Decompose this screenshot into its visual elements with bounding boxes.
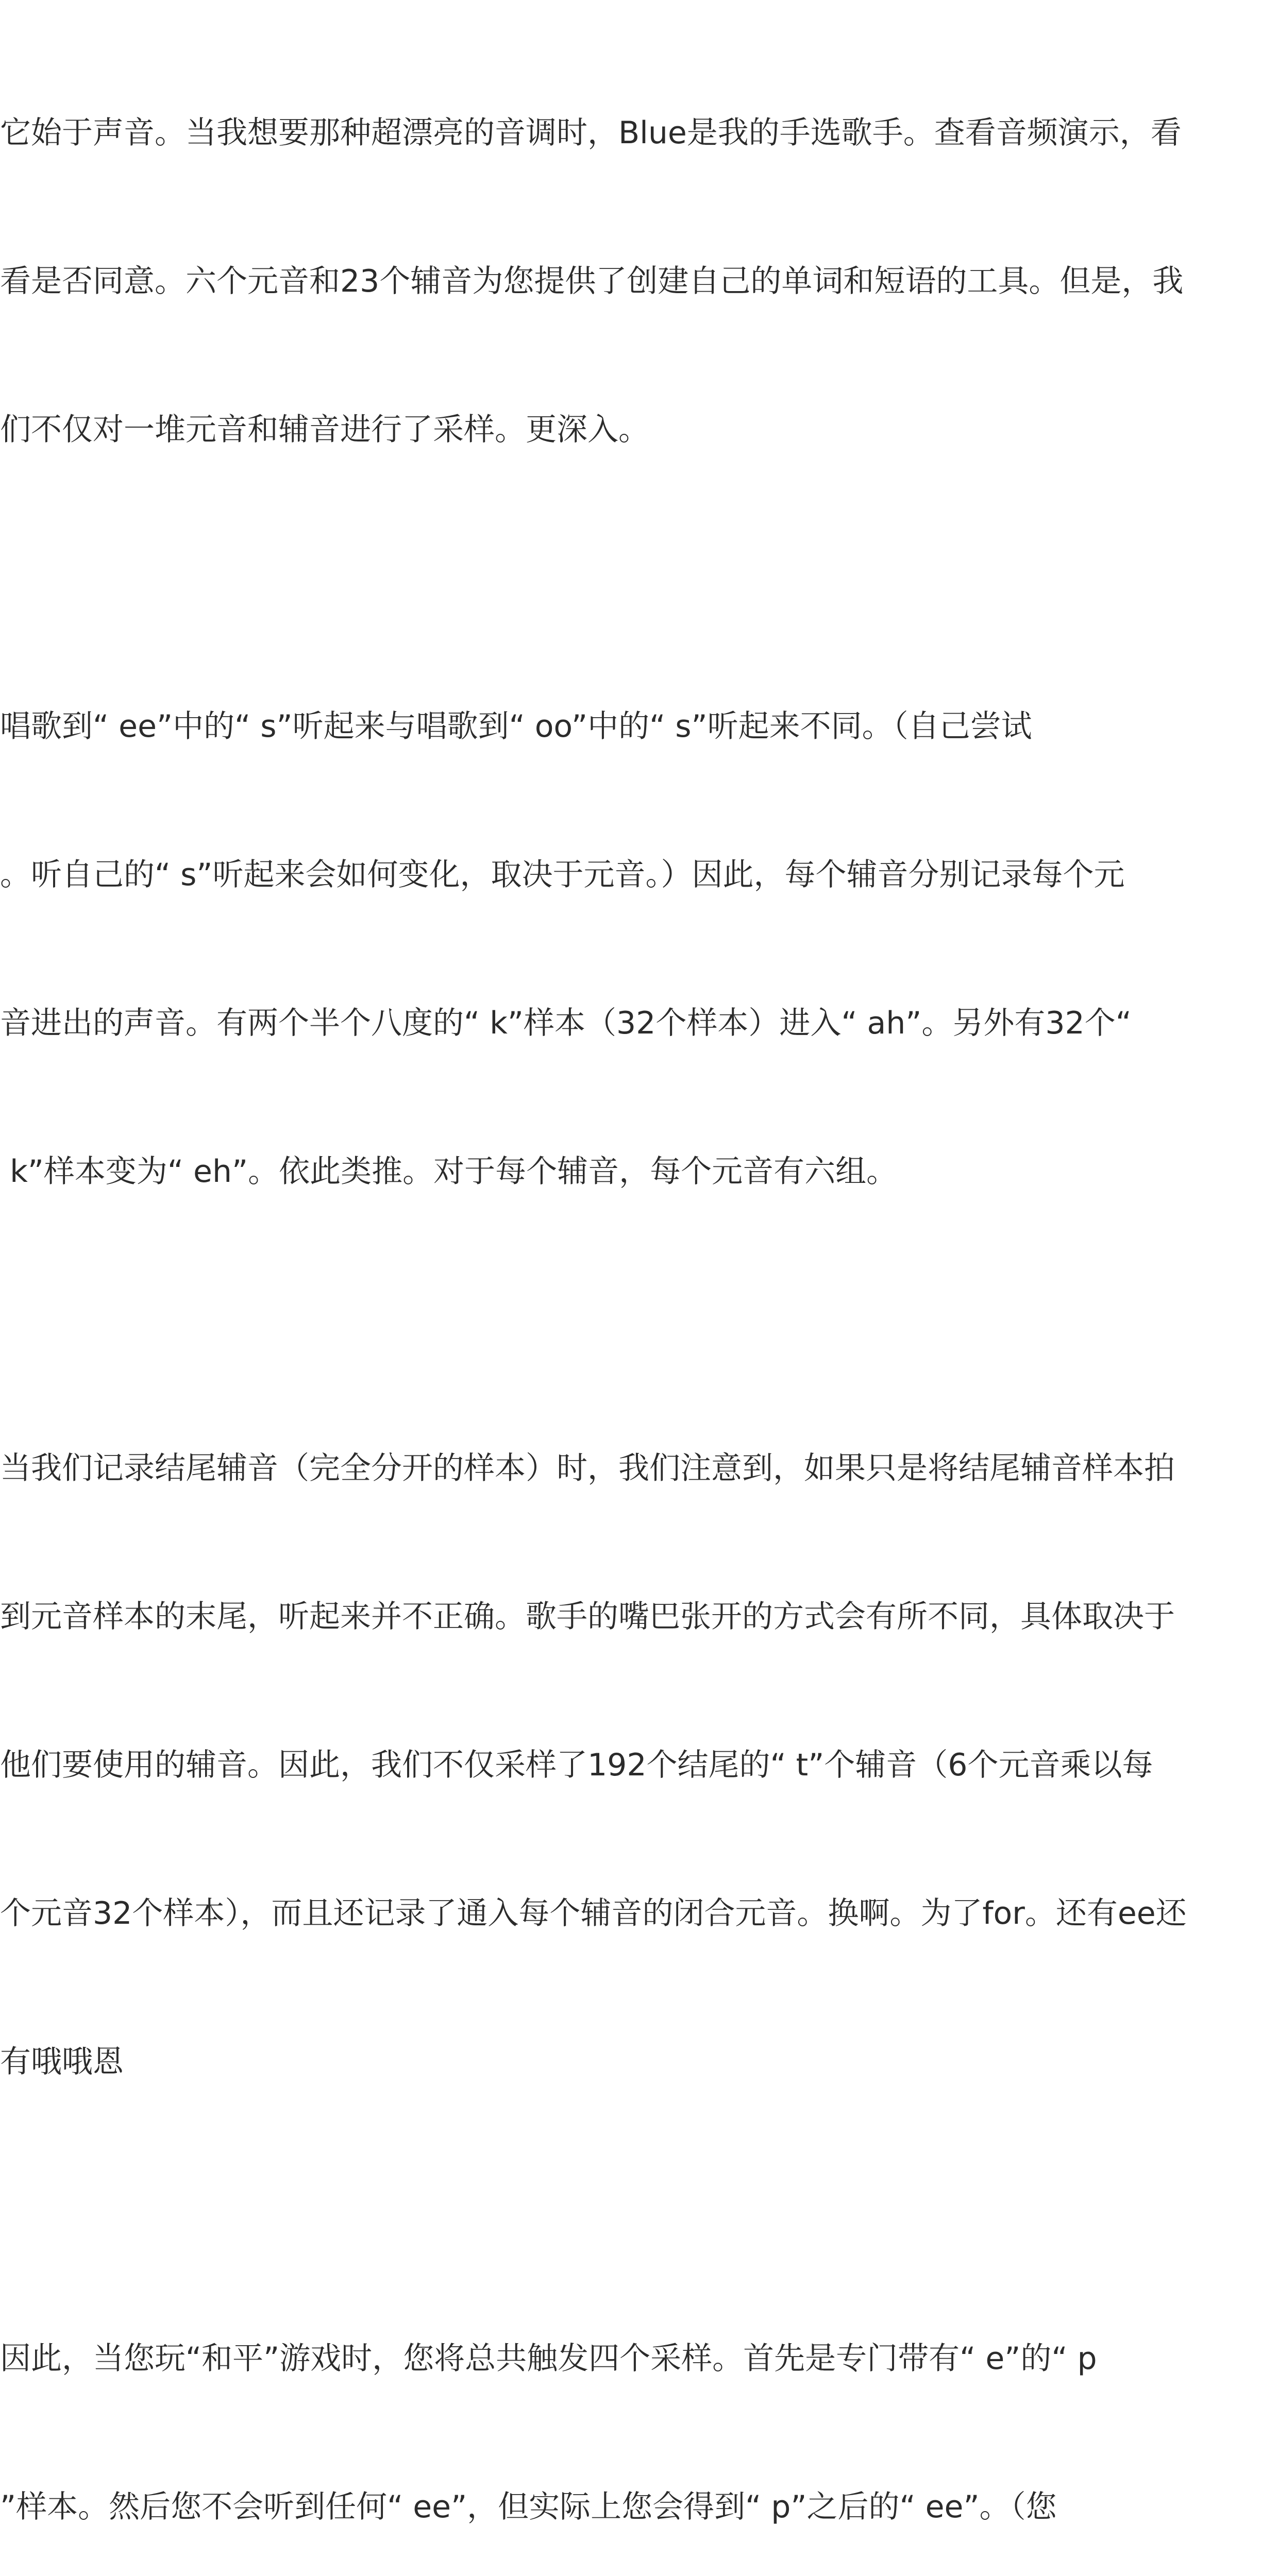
text-line: 看是否同意。六个元音和23个辅音为您提供了创建自己的单词和短语的工具。但是，我: [0, 263, 1184, 299]
text-line: 它始于声音。当我想要那种超漂亮的音调时，Blue是我的手选歌手。查看音频演示，看: [0, 115, 1182, 151]
paragraph-peace-example: [0, 2235, 1278, 2576]
text-line: 唱歌到“ ee”中的“ s”听起来与唱歌到“ oo”中的“ s”听起来不同。（自己尝试: [0, 708, 1032, 744]
text-line: ”样本。然后您不会听到任何“ ee”，但实际上您会得到“ p”之后的“ ee”。（您: [0, 2489, 1057, 2525]
text-line: 到元音样本的末尾，听起来并不正确。歌手的嘴巴张开的方式会有所不同，具体取决于: [0, 1599, 1175, 1635]
text-line: 有哦哦恩: [0, 2044, 124, 2080]
text-line: 当我们记录结尾辅音（完全分开的样本）时，我们注意到，如果只是将结尾辅音样本拍: [0, 1450, 1175, 1486]
paragraph-consonants: [0, 603, 1278, 1295]
text-line: 个元音32个样本），而且还记录了通入每个辅音的闭合元音。换啊。为了for。还有ee还: [0, 1895, 1187, 1931]
paragraph-intro: [0, 9, 1278, 553]
text-line: 音进出的声音。有两个半个八度的“ k”样本（32个样本）进入“ ah”。另外有32个“: [0, 1005, 1132, 1041]
text-line: 。听自己的“ s”听起来会如何变化，取决于元音。）因此，每个辅音分别记录每个元: [0, 857, 1125, 893]
paragraph-ending-consonants: [0, 1345, 1278, 2185]
text-line: 们不仅对一堆元音和辅音进行了采样。更深入。: [0, 412, 649, 448]
text-line: 因此，当您玩“和平”游戏时，您将总共触发四个采样。首先是专门带有“ e”的“ p: [0, 2341, 1097, 2377]
text-line: k”样本变为“ eh”。依此类推。对于每个辅音，每个元音有六组。: [0, 1154, 898, 1190]
text-line: 他们要使用的辅音。因此，我们不仅采样了192个结尾的“ t”个辅音（6个元音乘以每: [0, 1747, 1153, 1783]
